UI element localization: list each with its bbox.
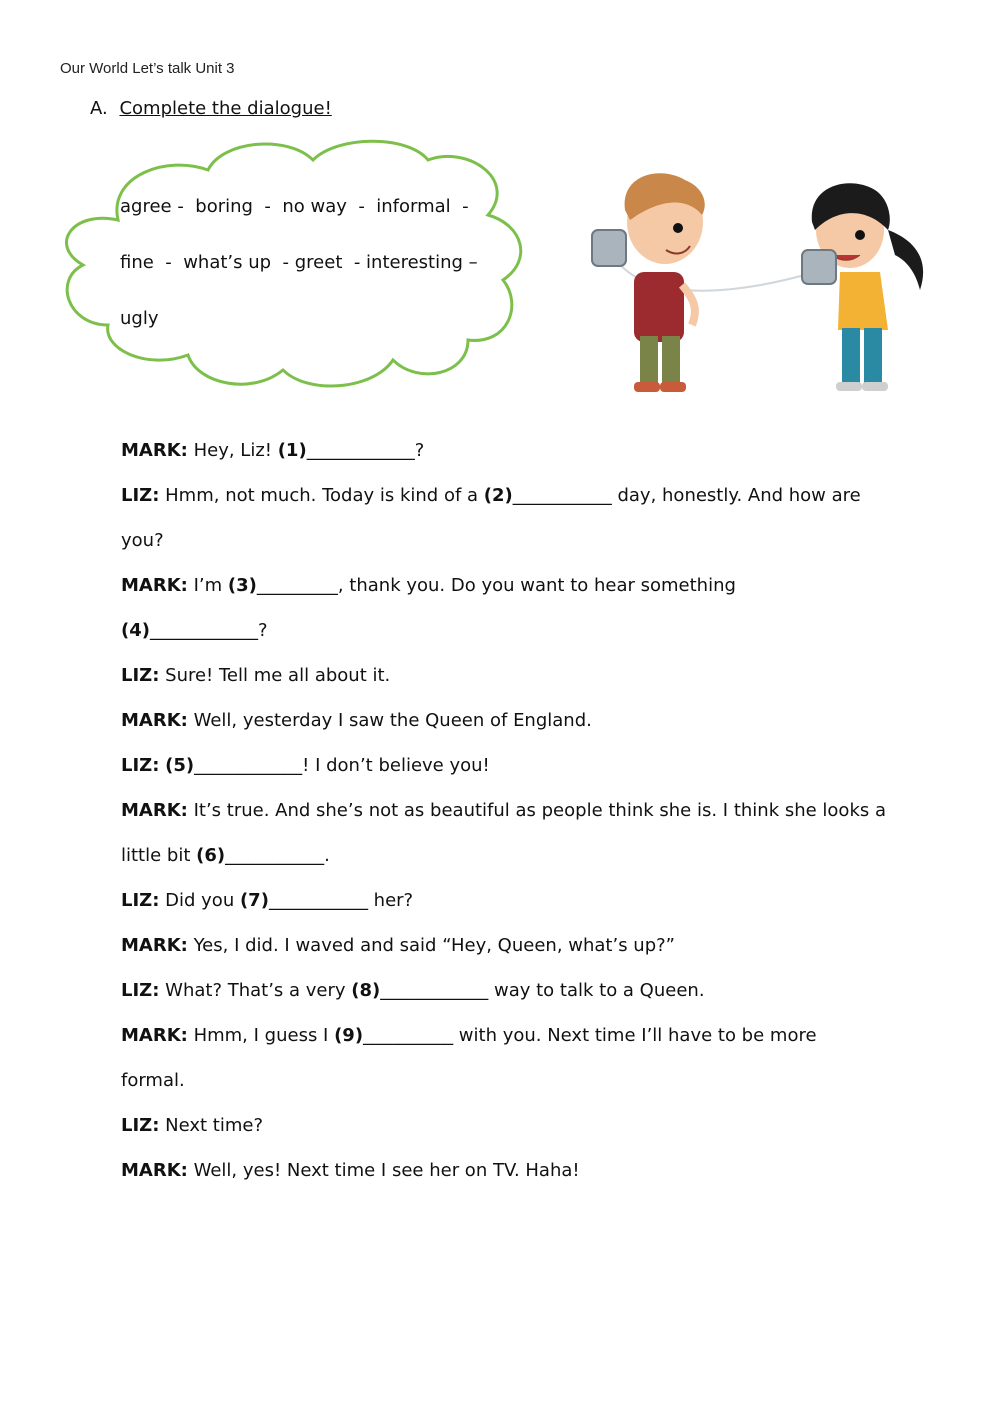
dialogue-line-4: LIZ: Sure! Tell me all about it.: [121, 665, 391, 686]
dialogue-line-9: MARK: Yes, I did. I waved and said “Hey, Queen, what’s up?”: [121, 935, 676, 956]
dialogue-line-2-cont: you?: [121, 530, 164, 551]
word-bank-line: ugly: [120, 308, 159, 329]
dialogue-line-12: LIZ: Next time?: [121, 1115, 264, 1136]
dialogue-line-8: LIZ: Did you (7)___________ her?: [121, 890, 414, 911]
dialogue-line-1: MARK: Hey, Liz! (1)____________?: [121, 440, 425, 461]
blank-8[interactable]: ____________: [380, 980, 489, 1001]
blank-4[interactable]: ____________: [149, 620, 258, 641]
worksheet-header: Our World Let’s talk Unit 3: [60, 60, 235, 77]
dialogue-line-11-cont: formal.: [121, 1070, 185, 1091]
dialogue-line-5: MARK: Well, yesterday I saw the Queen of England.: [121, 710, 592, 731]
section-title: Complete the dialogue!: [119, 98, 332, 119]
dialogue-line-11: MARK: Hmm, I guess I (9)__________ with you. Next time I’ll have to be more: [121, 1025, 817, 1046]
blank-5[interactable]: ____________: [194, 755, 303, 776]
section-heading: [90, 98, 332, 119]
dialogue-line-7-cont: little bit (6)___________.: [121, 845, 330, 866]
blank-2[interactable]: ___________: [512, 485, 612, 506]
girl-figure: [802, 183, 923, 391]
dialogue: [121, 428, 951, 1193]
word-bank: [120, 192, 478, 360]
boy-figure: [592, 173, 705, 392]
dialogue-line-3: MARK: I’m (3)_________, thank you. Do you want to hear something: [121, 575, 736, 596]
blank-6[interactable]: ___________: [225, 845, 325, 866]
dialogue-line-6: LIZ: (5)____________! I don’t believe you!: [121, 755, 490, 776]
blank-1[interactable]: ____________: [306, 440, 415, 461]
blank-3[interactable]: _________: [256, 575, 338, 596]
dialogue-line-13: MARK: Well, yes! Next time I see her on TV. Haha!: [121, 1160, 580, 1181]
word-bank-line: fine - what’s up - greet - interesting –: [120, 252, 478, 273]
section-letter: A.: [90, 98, 108, 119]
blank-7[interactable]: ___________: [268, 890, 368, 911]
dialogue-line-2: LIZ: Hmm, not much. Today is kind of a (2)___________ day, honestly. And how are: [121, 485, 861, 506]
kids-tin-can-phone-illustration: [570, 160, 960, 405]
blank-9[interactable]: __________: [363, 1025, 454, 1046]
dialogue-line-3-cont: (4)____________?: [121, 620, 268, 641]
dialogue-line-10: LIZ: What? That’s a very (8)____________ way to talk to a Queen.: [121, 980, 705, 1001]
dialogue-line-7: MARK: It’s true. And she’s not as beautiful as people think she is. I think she looks a: [121, 800, 887, 821]
word-bank-line: agree - boring - no way - informal -: [120, 196, 469, 217]
